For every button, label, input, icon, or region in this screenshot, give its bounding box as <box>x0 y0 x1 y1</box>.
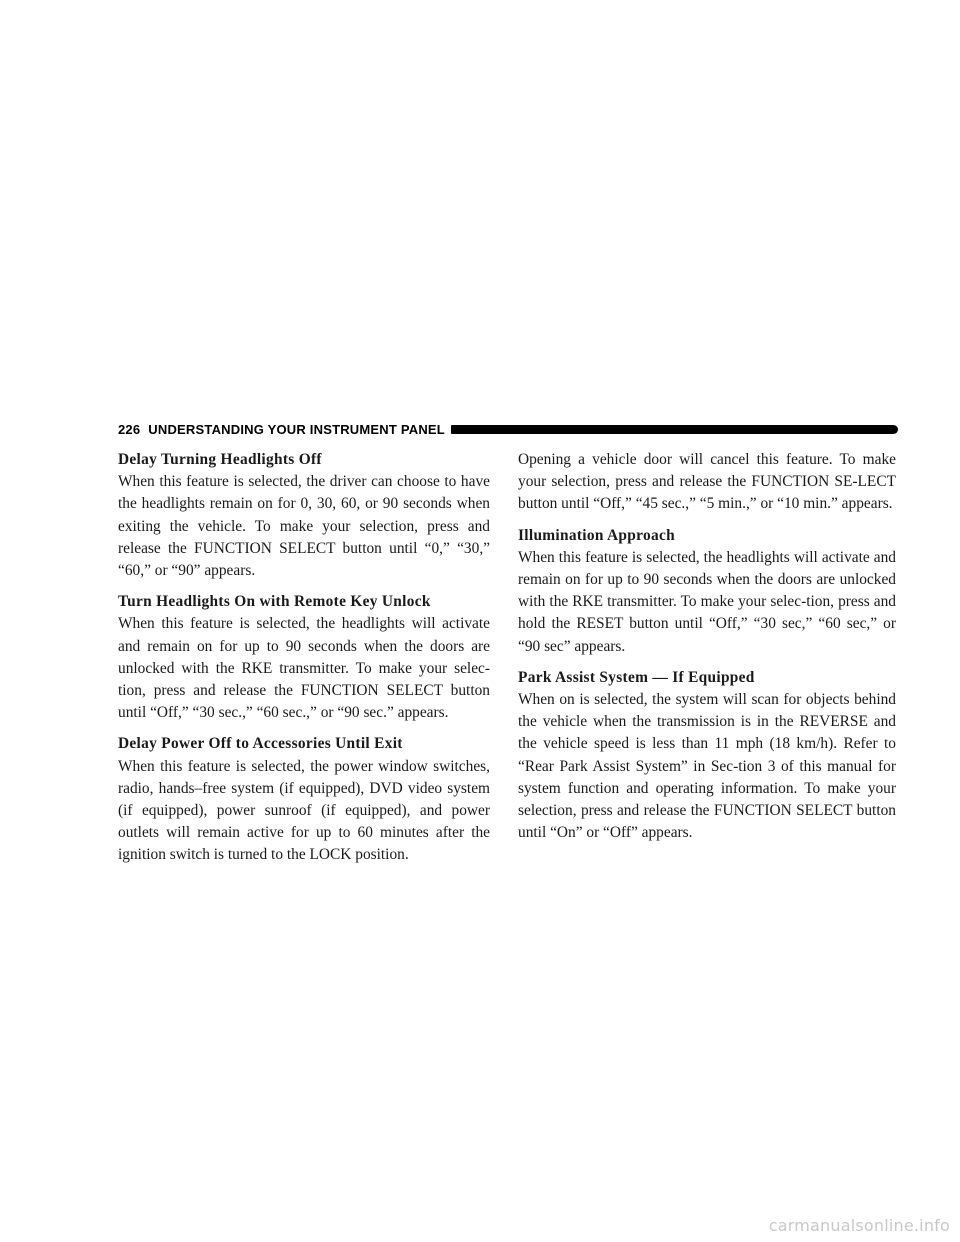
left-column <box>118 449 490 876</box>
chapter-title: UNDERSTANDING YOUR INSTRUMENT PANEL <box>148 421 445 437</box>
section-body: When on is selected, the system will scan for objects behind the vehicle when the transmission is in the REVERSE and the vehicle speed is less than 11 mph (18 km/h). Refer to “Rear Park Assist System” in Sec-tion 3 of this manual for system function and operating information. To make your selection, press and release the FUNCTION SELECT button until “On” or “Off” appears. <box>518 691 896 842</box>
section-park-assist <box>518 667 896 845</box>
header-rule <box>451 425 898 434</box>
section-continuation <box>518 449 896 516</box>
section-headlights-remote-unlock <box>118 591 490 724</box>
section-body: When this feature is selected, the headlights will activate and remain on for up to 90 seconds when the doors are unlocked with the RKE transmitter. To make your selec-tion, press and hold the RESET button until “Off,” “30 sec,” “60 sec,” or “90 sec” appears. <box>518 548 896 655</box>
section-heading: Park Assist System — If Equipped <box>518 668 755 686</box>
section-heading: Delay Turning Headlights Off <box>118 451 322 468</box>
section-heading: Illumination Approach <box>518 526 675 544</box>
section-body: When this feature is selected, the driver can choose to have the headlights remain on for 0, 30, 60, or 90 seconds when exiting the vehicle. To make your selection, press and release the FUNCTION SELECT button until “0,” “30,” “60,” or “90” appears. <box>118 473 490 580</box>
section-body: When this feature is selected, the headlights will activate and remain on for up to 90 seconds when the doors are unlocked with the RKE transmitter. To make your selec-tion, press and release the FUNCTION SELECT button until “Off,” “30 sec.,” “60 sec.,” or “90 sec.” appears. <box>118 615 490 722</box>
page-number: 226 <box>118 421 141 437</box>
watermark: carmanualsonline.info <box>768 1216 950 1235</box>
section-heading: Delay Power Off to Accessories Until Exit <box>118 735 403 753</box>
section-delay-power-off <box>118 733 490 866</box>
section-heading: Turn Headlights On with Remote Key Unlock <box>118 593 431 611</box>
section-body: When this feature is selected, the power window switches, radio, hands–free system (if equipped), DVD video system (if equipped), power sunroof (if equipped), and power outlets will remain active for up to 60 minutes after the ignition switch is turned to the LOCK position. <box>118 757 490 864</box>
section-body: Opening a vehicle door will cancel this feature. To make your selection, press and release the FUNCTION SE-LECT button until “Off,” “45 sec.,” “5 min.,” or “10 min.” appears. <box>518 451 896 513</box>
right-column <box>518 449 896 853</box>
page-header <box>118 421 898 437</box>
section-delay-headlights-off <box>118 449 490 582</box>
section-illumination-approach <box>518 525 896 658</box>
